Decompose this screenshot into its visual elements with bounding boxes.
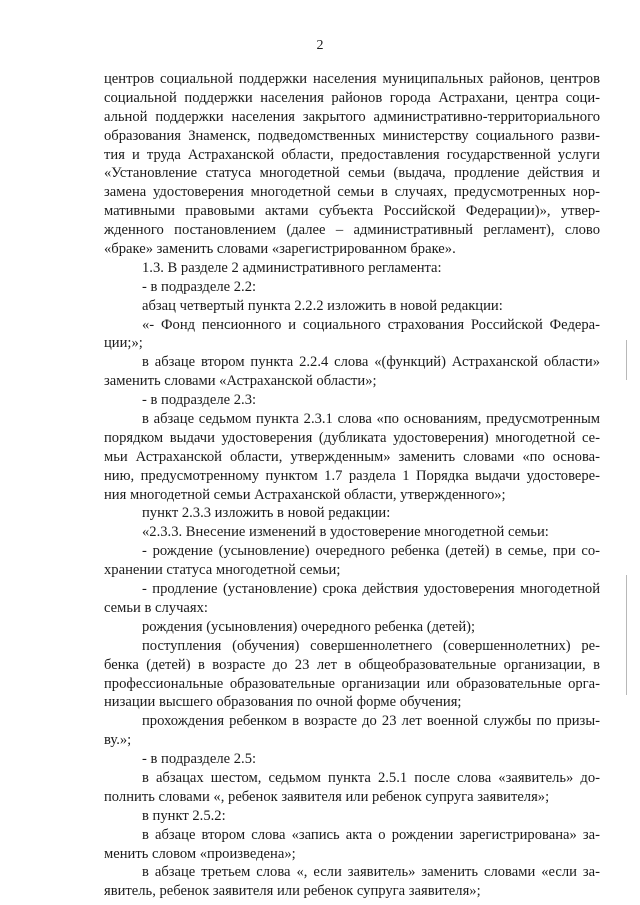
text-line: «- Фонд пенсионного и социального страхования Российской Федера- (142, 316, 600, 333)
text-line: низации высшего образования по очной форме обучения; (104, 694, 462, 711)
text-line: образования Знаменск, подведомственных министерству социального разви- (104, 127, 600, 144)
text-line: мативными правовыми актами субъекта Российской Федерации)», утвер- (104, 203, 600, 220)
text-line: социальной поддержки населения районов города Астрахани, центра соци- (104, 89, 600, 106)
text-line: тия и труда Астраханской области, предоставления государственной услуги (104, 146, 600, 163)
text-line: - в подразделе 2.2: (142, 278, 257, 295)
text-line: прохождения ребенком в возрасте до 23 лет военной службы по призы- (142, 713, 600, 730)
text-line: поступления (обучения) совершеннолетнего (совершеннолетних) ре- (142, 637, 600, 654)
text-line: пункт 2.3.3 изложить в новой редакции: (142, 505, 391, 522)
text-line: альной поддержки населения закрытого административно-территориального (104, 108, 600, 125)
text-line: - рождение (усыновление) очередного ребенка (детей) в семье, при со- (142, 543, 600, 560)
text-line: ву.»; (104, 732, 132, 749)
text-line: центров социальной поддержки населения муниципальных районов, центров (104, 71, 600, 87)
text-line: - в подразделе 2.5: (142, 751, 257, 768)
text-line: заменить словами «Астраханской области»; (104, 373, 377, 390)
text-line: замена удостоверения многодетной семьи в случаях, предусмотренных нор- (104, 184, 600, 201)
text-line: ции;»; (104, 335, 143, 352)
text-line: рождения (усыновления) очередного ребенка (детей); (142, 618, 476, 635)
text-line: абзац четвертый пункта 2.2.2 изложить в новой редакции: (142, 297, 503, 314)
text-line: жденного постановлением (далее – административный регламент), слово (104, 222, 600, 239)
text-line: семьи в случаях: (104, 599, 208, 616)
page-number: 2 (316, 38, 324, 53)
text-line: бенка (детей) в возрасте до 23 лет в общеобразовательные организации, в (104, 656, 600, 673)
scan-artifact (626, 340, 627, 380)
text-line: 1.3. В разделе 2 административного регламента: (142, 259, 442, 276)
text-line: порядком выдачи удостоверения (дубликата удостоверения) многодетной се- (104, 429, 600, 446)
text-line: полнить словами «, ребенок заявителя или ребенок супруга заявителя»; (104, 788, 550, 805)
text-line: в абзаце втором слова «запись акта о рождении зарегистрирована» за- (142, 826, 600, 843)
text-line: в абзаце третьем слова «, если заявитель» заменить словами «если за- (142, 864, 600, 881)
document-body (104, 70, 600, 901)
text-line: профессиональные образовательные организации или образовательные орга- (104, 675, 600, 692)
text-line: «2.3.3. Внесение изменений в удостоверение многодетной семьи: (142, 524, 549, 541)
text-line: «Установление статуса многодетной семьи (выдача, продление действия и (104, 165, 600, 182)
text-line: ния многодетной семьи Астраханской области, утвержденного»; (104, 486, 506, 503)
text-line: - в подразделе 2.3: (142, 392, 257, 409)
text-line: менить словом «произведена»; (104, 845, 296, 862)
text-line: хранении статуса многодетной семьи; (104, 562, 341, 579)
text-line: «браке» заменить словами «зарегистрированном браке». (104, 241, 456, 258)
text-line: - продление (установление) срока действия удостоверения многодетной (142, 581, 600, 598)
text-line: нию, предусмотренному пунктом 1.7 раздела 1 Порядка выдачи удостовере- (104, 467, 600, 484)
scan-artifact (626, 575, 627, 695)
text-line: в абзацах шестом, седьмом пункта 2.5.1 после слова «заявитель» до- (142, 769, 600, 786)
text-line: в абзаце седьмом пункта 2.3.1 слова «по основаниям, предусмотренным (142, 411, 600, 428)
text-line: мьи Астраханской области, утвержденным» заменить словами «по основа- (104, 448, 600, 465)
text-line: явитель, ребенок заявителя или ребенок супруга заявителя»; (104, 883, 481, 900)
text-line: в пункт 2.5.2: (142, 807, 226, 824)
text-line: в абзаце втором пункта 2.2.4 слова «(функций) Астраханской области» (142, 354, 600, 371)
